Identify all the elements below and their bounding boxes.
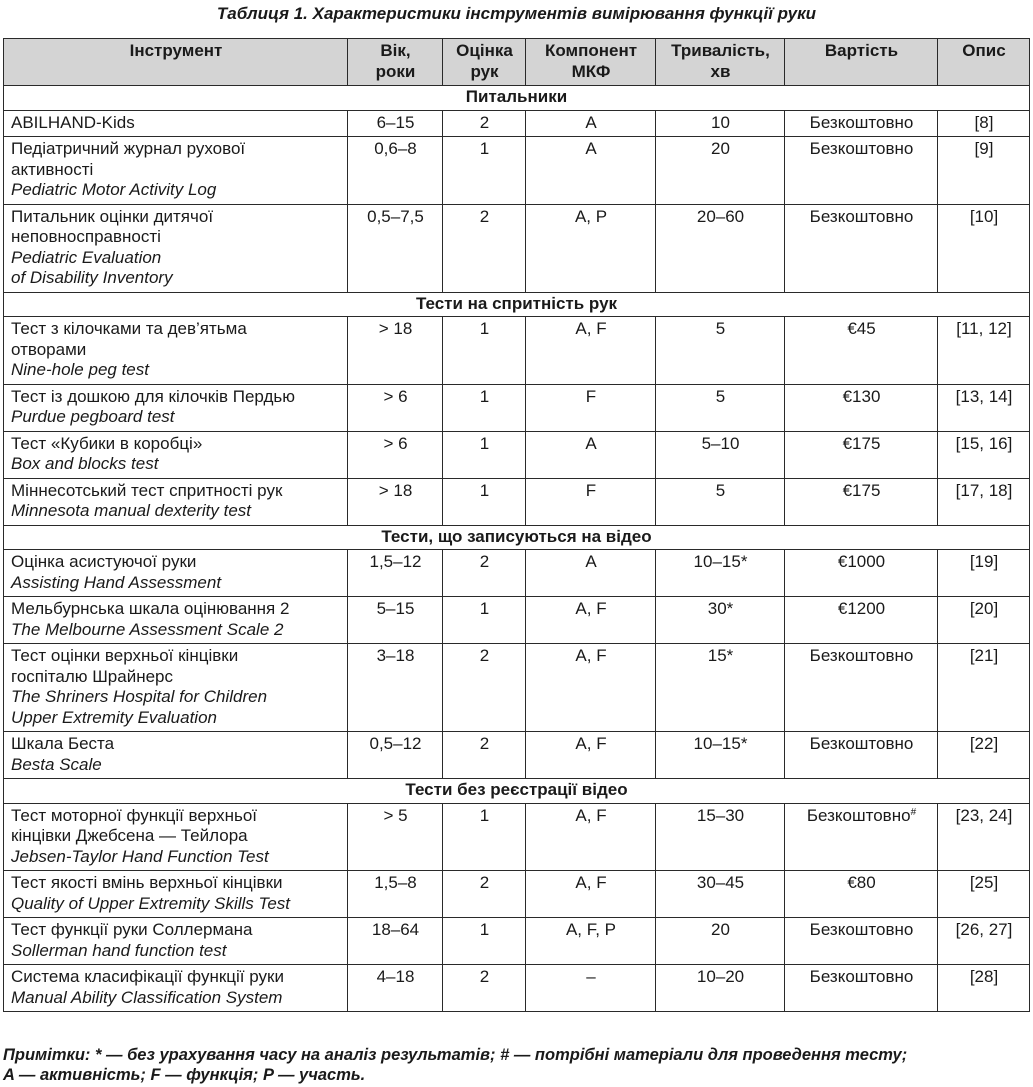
hands-cell: 1 [443,431,526,478]
instrument-name-en: Assisting Hand Assessment [11,572,222,592]
age-cell: 3–18 [348,644,443,732]
cost-cell [785,918,938,965]
instrument-cell [4,431,348,478]
duration-cell: 5 [656,317,785,385]
ref-cell: [8] [938,110,1030,137]
instrument-cell [4,478,348,525]
duration-cell: 5–10 [656,431,785,478]
notes-line-2: A — активність; F — функція; P — участь. [3,1066,366,1084]
ref-cell: [17, 18] [938,478,1030,525]
ref-cell: [11, 12] [938,317,1030,385]
instrument-name-en: Nine-hole peg test [11,360,149,379]
duration-cell: 20 [656,918,785,965]
age-cell: > 18 [348,317,443,385]
header-icf [526,39,656,86]
age-cell: 4–18 [348,965,443,1012]
cost-cell [785,965,938,1012]
age-cell: 0,6–8 [348,137,443,205]
instrument-name: Міннесотський тест спритності рук [11,480,283,500]
cost-footnote-mark: # [910,806,917,818]
cost-value: Безкоштовно [809,646,914,665]
age-cell: 1,5–8 [348,871,443,918]
age-cell: 5–15 [348,597,443,644]
icf-cell: A, F [526,644,656,732]
icf-cell: A, F [526,317,656,385]
table-row [4,732,1030,779]
hands-cell: 2 [443,965,526,1012]
instrument-name-en: Jebsen-Taylor Hand Function Test [11,846,269,866]
instrument-name-en: Minnesota manual dexterity test [11,501,252,520]
instrument-cell [4,965,348,1012]
section-row [4,86,1030,111]
header-instrument [4,39,348,86]
instrument-name: Питальник оцінки дитячої [11,206,214,226]
icf-cell: A, F [526,803,656,871]
instrument-cell [4,803,348,871]
header-row [4,39,1030,86]
instrument-cell [4,871,348,918]
hands-cell: 1 [443,803,526,871]
instrument-cell [4,644,348,732]
icf-cell: A [526,550,656,597]
duration-cell: 10 [656,110,785,137]
age-cell: 0,5–12 [348,732,443,779]
icf-cell: A, F [526,732,656,779]
section-row [4,292,1030,317]
table-row [4,431,1030,478]
duration-cell: 10–15* [656,732,785,779]
age-cell: 1,5–12 [348,550,443,597]
header-duration-line: хв [710,61,731,81]
duration-cell: 10–15* [656,550,785,597]
header-age-line: роки [375,61,416,81]
icf-cell: A [526,110,656,137]
hands-cell: 1 [443,478,526,525]
cost-cell [785,137,938,205]
table-row [4,384,1030,431]
table-row [4,803,1030,871]
icf-cell: F [526,384,656,431]
instrument-name: Тест функції руки Соллермана [11,920,253,939]
header-icf-line: МКФ [571,61,611,81]
duration-cell: 30* [656,597,785,644]
ref-cell: [20] [938,597,1030,644]
icf-cell: F [526,478,656,525]
icf-cell: A, F [526,871,656,918]
instrument-cell [4,384,348,431]
duration-cell: 15–30 [656,803,785,871]
section-title: Тести, що записуються на відео [4,525,1030,550]
instrument-name: Система класифікації функції руки [11,967,284,986]
cost-cell [785,431,938,478]
duration-cell: 20–60 [656,204,785,292]
instrument-cell [4,732,348,779]
icf-cell: A [526,137,656,205]
age-cell: 6–15 [348,110,443,137]
cost-value: Безкоштовно [806,805,911,825]
duration-cell: 30–45 [656,871,785,918]
instrument-cell [4,317,348,385]
table-row [4,597,1030,644]
instruments-table [3,38,1030,1012]
table-row [4,644,1030,732]
hands-cell: 1 [443,597,526,644]
instrument-cell [4,110,348,137]
cost-value: €80 [847,873,876,892]
table-row [4,550,1030,597]
instrument-name-en: Quality of Upper Extremity Skills Test [11,893,291,913]
instrument-name: Тест з кілочками та дев’ятьма [11,319,247,338]
header-instrument-line: Інструмент [129,41,223,60]
header-ref [938,39,1030,86]
cost-cell [785,732,938,779]
instrument-name: Тест із дошкою для кілочків Пердью [11,386,296,406]
header-age-line: Вік, [380,41,411,60]
instrument-name-en: Box and blocks test [11,454,159,473]
instrument-name: активності [11,159,94,179]
hands-cell: 1 [443,317,526,385]
instrument-name: неповносправності [11,227,161,246]
cost-cell [785,597,938,644]
ref-cell: [10] [938,204,1030,292]
instrument-name-en: of Disability Inventory [11,268,173,287]
cost-value: €1200 [837,599,886,618]
cost-cell [785,550,938,597]
table-row [4,137,1030,205]
header-cost-line: Вартість [824,41,899,60]
icf-cell: – [526,965,656,1012]
notes-line-1: Примітки: * — без урахування часу на аналіз результатів; # — потрібні матеріали для проведення тесту; [3,1046,908,1064]
hands-cell: 2 [443,732,526,779]
instrument-name: ABILHAND-Kids [11,112,135,132]
table-row [4,110,1030,137]
ref-cell: [15, 16] [938,431,1030,478]
instrument-cell [4,918,348,965]
header-hands [443,39,526,86]
ref-cell: [28] [938,965,1030,1012]
instrument-name-en: Upper Extremity Evaluation [11,707,217,727]
cost-cell [785,644,938,732]
table-row [4,478,1030,525]
instrument-name: кінцівки Джебсена — Тейлора [11,826,248,845]
age-cell: > 6 [348,431,443,478]
cost-value: €45 [847,319,876,338]
cost-value: Безкоштовно [809,139,914,158]
header-duration [656,39,785,86]
instrument-cell [4,204,348,292]
instrument-name-en: Pediatric Motor Activity Log [11,180,217,199]
icf-cell: A, F [526,597,656,644]
table-row [4,204,1030,292]
instrument-name-en: Pediatric Evaluation [11,247,162,267]
cost-cell [785,478,938,525]
hands-cell: 1 [443,137,526,205]
hands-cell: 2 [443,110,526,137]
header-icf-line: Компонент [544,41,638,60]
age-cell: 0,5–7,5 [348,204,443,292]
duration-cell: 5 [656,478,785,525]
icf-cell: A, P [526,204,656,292]
hands-cell: 2 [443,550,526,597]
instrument-name: Шкала Беста [11,734,115,753]
cost-value: Безкоштовно [809,734,914,753]
hands-cell: 2 [443,204,526,292]
age-cell: 18–64 [348,918,443,965]
cost-cell [785,871,938,918]
instrument-name: Тест якості вмінь верхньої кінцівки [11,873,283,892]
ref-cell: [25] [938,871,1030,918]
instrument-name-en: Purdue pegboard test [11,407,175,426]
ref-cell: [21] [938,644,1030,732]
header-duration-line: Тривалість, [671,41,770,60]
instrument-name: Оцінка асистуючої руки [11,552,197,571]
cost-cell [785,803,938,871]
instrument-name: отворами [11,339,87,359]
ref-cell: [23, 24] [938,803,1030,871]
hands-cell: 1 [443,384,526,431]
ref-cell: [19] [938,550,1030,597]
instrument-name-en: The Shriners Hospital for Children [11,687,268,706]
header-age [348,39,443,86]
section-row [4,525,1030,550]
ref-cell: [13, 14] [938,384,1030,431]
section-row [4,779,1030,804]
instrument-name-en: Besta Scale [11,754,102,774]
cost-cell [785,317,938,385]
hands-cell: 1 [443,918,526,965]
duration-cell: 10–20 [656,965,785,1012]
age-cell: > 18 [348,478,443,525]
table-row [4,317,1030,385]
header-hands-line: Оцінка [456,41,513,60]
instrument-name: Тест моторної функції верхньої [11,805,258,825]
instrument-cell [4,550,348,597]
cost-value: €1000 [837,552,886,571]
instrument-name-en: Sollerman hand function test [11,940,227,960]
age-cell: > 6 [348,384,443,431]
cost-value: €175 [842,433,881,453]
instrument-name: Тест «Кубики в коробці» [11,433,203,453]
table-row [4,965,1030,1012]
icf-cell: A, F, P [526,918,656,965]
section-title: Тести на спритність рук [4,292,1030,317]
instrument-name: госпіталю Шрайнерс [11,666,173,686]
cost-cell [785,110,938,137]
section-title: Тести без реєстрації відео [4,779,1030,804]
instrument-name: Тест оцінки верхньої кінцівки [11,646,239,665]
hands-cell: 2 [443,871,526,918]
instrument-name: Педіатричний журнал рухової [11,139,246,158]
cost-value: €130 [842,386,881,406]
instrument-cell [4,597,348,644]
ref-cell: [9] [938,137,1030,205]
age-cell: > 5 [348,803,443,871]
instrument-cell [4,137,348,205]
duration-cell: 15* [656,644,785,732]
cost-cell [785,384,938,431]
cost-cell [785,204,938,292]
section-title: Питальники [4,86,1030,111]
hands-cell: 2 [443,644,526,732]
cost-value: Безкоштовно [809,206,914,226]
header-hands-line: рук [470,61,499,81]
table-notes [3,1045,1029,1085]
icf-cell: A [526,431,656,478]
instrument-name: Мельбурнська шкала оцінювання 2 [11,599,290,618]
cost-value: Безкоштовно [809,967,914,986]
ref-cell: [22] [938,732,1030,779]
instrument-name-en: Manual Ability Classification System [11,987,283,1007]
duration-cell: 20 [656,137,785,205]
table-row [4,871,1030,918]
table-caption: Таблиця 1. Характеристики інструментів вимірювання функції руки [216,4,817,23]
cost-value: €175 [842,480,881,500]
duration-cell: 5 [656,384,785,431]
cost-value: Безкоштовно [809,112,914,132]
instrument-name-en: The Melbourne Assessment Scale 2 [11,619,284,639]
table-body [4,86,1030,1012]
table-row [4,918,1030,965]
ref-cell: [26, 27] [938,918,1030,965]
cost-value: Безкоштовно [809,920,914,939]
header-ref-line: Опис [962,41,1006,60]
header-cost [785,39,938,86]
